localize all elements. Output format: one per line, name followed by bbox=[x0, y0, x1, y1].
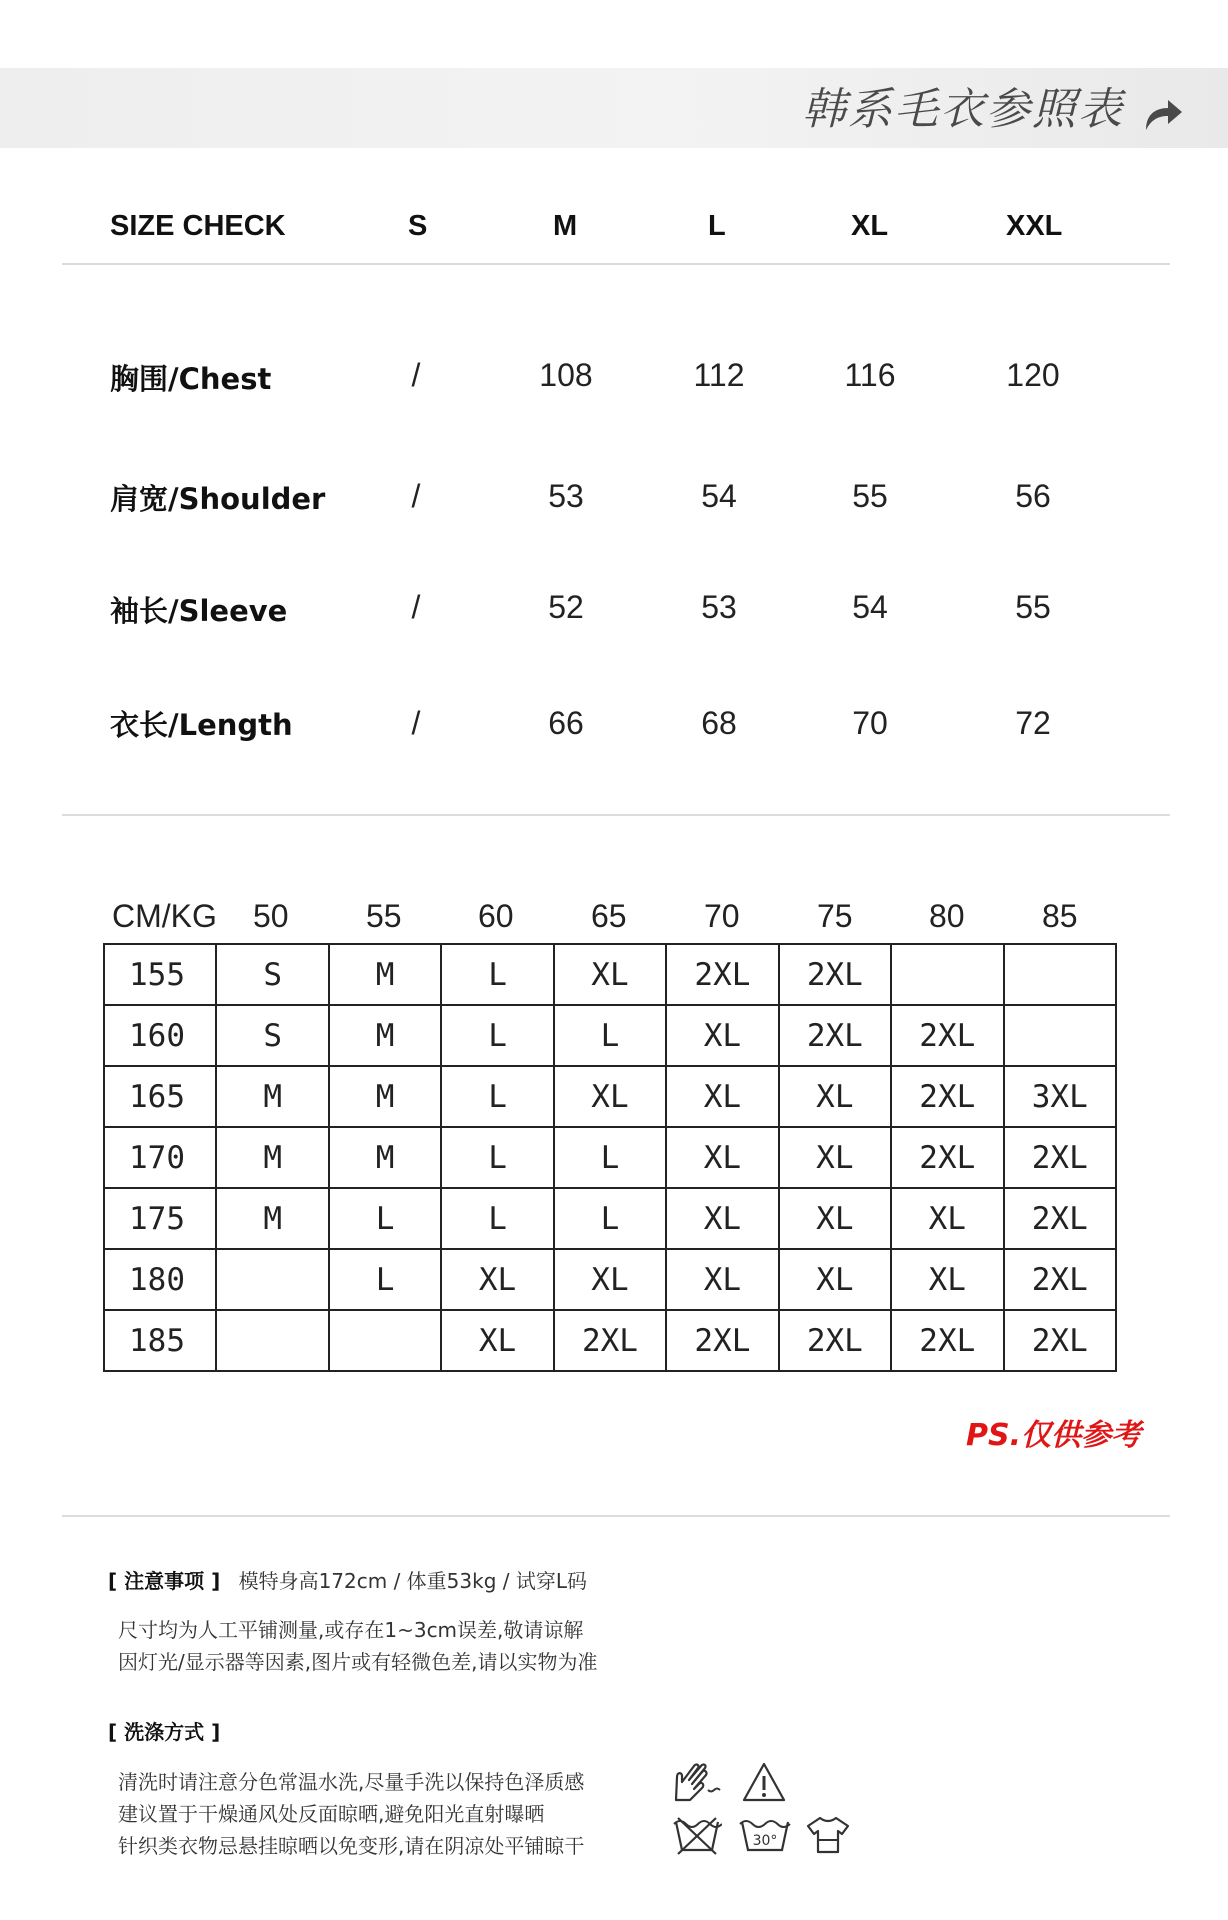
weight-header: 65 bbox=[591, 898, 627, 934]
weight-header: 80 bbox=[929, 898, 965, 934]
grid-cell: L bbox=[441, 1066, 553, 1127]
height-cell: 160 bbox=[104, 1005, 216, 1066]
weight-header: 50 bbox=[253, 898, 289, 934]
grid-cell bbox=[1004, 1005, 1117, 1066]
share-arrow-icon bbox=[1140, 92, 1184, 136]
grid-cell: XL bbox=[891, 1249, 1003, 1310]
no-machine-wash-icon bbox=[672, 1814, 722, 1856]
table-row bbox=[104, 944, 1116, 1005]
height-cell: 165 bbox=[104, 1066, 216, 1127]
grid-cell bbox=[216, 1249, 328, 1310]
weight-header: 85 bbox=[1042, 898, 1078, 934]
grid-cell: XL bbox=[666, 1005, 778, 1066]
weight-header: 60 bbox=[478, 898, 514, 934]
grid-cell: 2XL bbox=[891, 1066, 1003, 1127]
grid-cell: 2XL bbox=[779, 944, 891, 1005]
grid-cell: XL bbox=[891, 1188, 1003, 1249]
grid-cell: M bbox=[329, 1066, 441, 1127]
height-cell: 180 bbox=[104, 1249, 216, 1310]
grid-cell: 2XL bbox=[1004, 1310, 1117, 1371]
height-cell: 175 bbox=[104, 1188, 216, 1249]
divider bbox=[62, 1515, 1170, 1517]
grid-cell: M bbox=[329, 944, 441, 1005]
size-value: / bbox=[411, 705, 421, 741]
size-value: 55 bbox=[1015, 589, 1051, 625]
size-value: 55 bbox=[852, 478, 888, 514]
table-row bbox=[104, 1249, 1116, 1310]
grid-cell: L bbox=[554, 1127, 666, 1188]
grid-cell: L bbox=[554, 1005, 666, 1066]
divider bbox=[62, 263, 1170, 265]
table-row bbox=[104, 1310, 1116, 1371]
grid-cell: 3XL bbox=[1004, 1066, 1117, 1127]
note-text: 尺寸均为人工平铺测量,或存在1~3cm误差,敬请谅解 bbox=[118, 1618, 584, 1642]
grid-cell: 2XL bbox=[891, 1005, 1003, 1066]
wash-temperature: 30° bbox=[752, 1833, 778, 1849]
wash-30-icon bbox=[738, 1814, 792, 1856]
size-value: 53 bbox=[701, 589, 737, 625]
grid-cell bbox=[1004, 944, 1117, 1005]
grid-cell: 2XL bbox=[779, 1005, 891, 1066]
washing-heading: [ 洗涤方式 ] bbox=[108, 1720, 221, 1744]
hand-wash-icon bbox=[672, 1760, 722, 1806]
size-value: 52 bbox=[548, 589, 584, 625]
size-value: 66 bbox=[548, 705, 584, 741]
size-value: 112 bbox=[693, 357, 745, 393]
grid-cell: L bbox=[554, 1188, 666, 1249]
grid-cell: 2XL bbox=[666, 944, 778, 1005]
note-text: 因灯光/显示器等因素,图片或有轻微色差,请以实物为准 bbox=[118, 1650, 598, 1674]
size-col-l: L bbox=[708, 210, 726, 242]
grid-cell: XL bbox=[666, 1127, 778, 1188]
size-value: 54 bbox=[852, 589, 888, 625]
size-value: 56 bbox=[1015, 478, 1051, 514]
size-value: 54 bbox=[701, 478, 737, 514]
row-label-shoulder: 肩宽/Shoulder bbox=[110, 482, 326, 516]
grid-cell: S bbox=[216, 1005, 328, 1066]
grid-cell: S bbox=[216, 944, 328, 1005]
size-value: 108 bbox=[539, 357, 593, 393]
grid-cell: XL bbox=[441, 1310, 553, 1371]
grid-cell: 2XL bbox=[1004, 1188, 1117, 1249]
size-value: 53 bbox=[548, 478, 584, 514]
row-label-length: 衣长/Length bbox=[110, 708, 293, 742]
grid-cell: M bbox=[329, 1127, 441, 1188]
grid-cell: 2XL bbox=[779, 1310, 891, 1371]
notes-section bbox=[108, 1565, 587, 1594]
size-col-xxl: XXL bbox=[1006, 210, 1063, 242]
grid-cell: 2XL bbox=[554, 1310, 666, 1371]
grid-cell: XL bbox=[666, 1066, 778, 1127]
grid-cell: L bbox=[329, 1249, 441, 1310]
grid-cell: XL bbox=[779, 1066, 891, 1127]
grid-cell: XL bbox=[554, 1249, 666, 1310]
table-row bbox=[104, 1005, 1116, 1066]
grid-cell: M bbox=[216, 1066, 328, 1127]
grid-cell bbox=[216, 1310, 328, 1371]
grid-cell: XL bbox=[554, 1066, 666, 1127]
grid-cell: L bbox=[441, 1188, 553, 1249]
grid-cell: 2XL bbox=[1004, 1127, 1117, 1188]
notes-heading: [ 注意事项 ] bbox=[108, 1569, 221, 1593]
size-col-xl: XL bbox=[851, 210, 889, 242]
weight-header: 70 bbox=[704, 898, 740, 934]
weight-header: 75 bbox=[817, 898, 853, 934]
grid-cell: XL bbox=[441, 1249, 553, 1310]
model-info: 模特身高172cm / 体重53kg / 试穿L码 bbox=[238, 1569, 588, 1593]
grid-cell: 2XL bbox=[666, 1310, 778, 1371]
grid-cell: M bbox=[329, 1005, 441, 1066]
grid-cell: XL bbox=[779, 1249, 891, 1310]
grid-cell: L bbox=[441, 1005, 553, 1066]
table-row bbox=[104, 1127, 1116, 1188]
grid-cell bbox=[329, 1310, 441, 1371]
size-value: 116 bbox=[844, 357, 896, 393]
size-value: 120 bbox=[1006, 357, 1060, 393]
size-fit-grid bbox=[103, 943, 1117, 1372]
grid-cell: L bbox=[441, 944, 553, 1005]
divider bbox=[62, 814, 1170, 816]
washing-text: 建议置于干燥通风处反面晾晒,避免阳光直射曝晒 bbox=[118, 1802, 545, 1826]
garment-icon bbox=[804, 1814, 852, 1856]
weight-header: 55 bbox=[366, 898, 402, 934]
washing-text: 针织类衣物忌悬挂晾晒以免变形,请在阴凉处平铺晾干 bbox=[118, 1834, 585, 1858]
size-value: 68 bbox=[701, 705, 737, 741]
height-cell: 155 bbox=[104, 944, 216, 1005]
grid-cell: M bbox=[216, 1188, 328, 1249]
size-value: / bbox=[411, 478, 421, 514]
table-row bbox=[104, 1066, 1116, 1127]
table-row bbox=[104, 1188, 1116, 1249]
banner-title: 韩系毛衣参照表 bbox=[802, 84, 1124, 135]
grid-corner-label: CM/KG bbox=[112, 898, 217, 934]
reference-only-note: PS.仅供参考 bbox=[966, 1418, 1141, 1453]
size-col-s: S bbox=[408, 210, 428, 242]
size-value: 72 bbox=[1015, 705, 1051, 741]
size-value: 70 bbox=[852, 705, 888, 741]
row-label-sleeve: 袖长/Sleeve bbox=[110, 594, 288, 628]
size-check-label: SIZE CHECK bbox=[110, 210, 286, 242]
grid-cell: 2XL bbox=[1004, 1249, 1117, 1310]
size-value: / bbox=[411, 589, 421, 625]
grid-cell: L bbox=[441, 1127, 553, 1188]
grid-cell bbox=[891, 944, 1003, 1005]
grid-cell: 2XL bbox=[891, 1127, 1003, 1188]
height-cell: 185 bbox=[104, 1310, 216, 1371]
size-value: / bbox=[411, 357, 421, 393]
caution-triangle-icon bbox=[740, 1760, 788, 1804]
grid-cell: XL bbox=[779, 1127, 891, 1188]
grid-cell: M bbox=[216, 1127, 328, 1188]
grid-cell: XL bbox=[666, 1249, 778, 1310]
grid-cell: XL bbox=[779, 1188, 891, 1249]
grid-cell: XL bbox=[554, 944, 666, 1005]
washing-text: 清洗时请注意分色常温水洗,尽量手洗以保持色泽质感 bbox=[118, 1770, 585, 1794]
grid-cell: XL bbox=[666, 1188, 778, 1249]
grid-cell: L bbox=[329, 1188, 441, 1249]
row-label-chest: 胸围/Chest bbox=[110, 362, 272, 396]
size-col-m: M bbox=[553, 210, 578, 242]
height-cell: 170 bbox=[104, 1127, 216, 1188]
grid-cell: 2XL bbox=[891, 1310, 1003, 1371]
